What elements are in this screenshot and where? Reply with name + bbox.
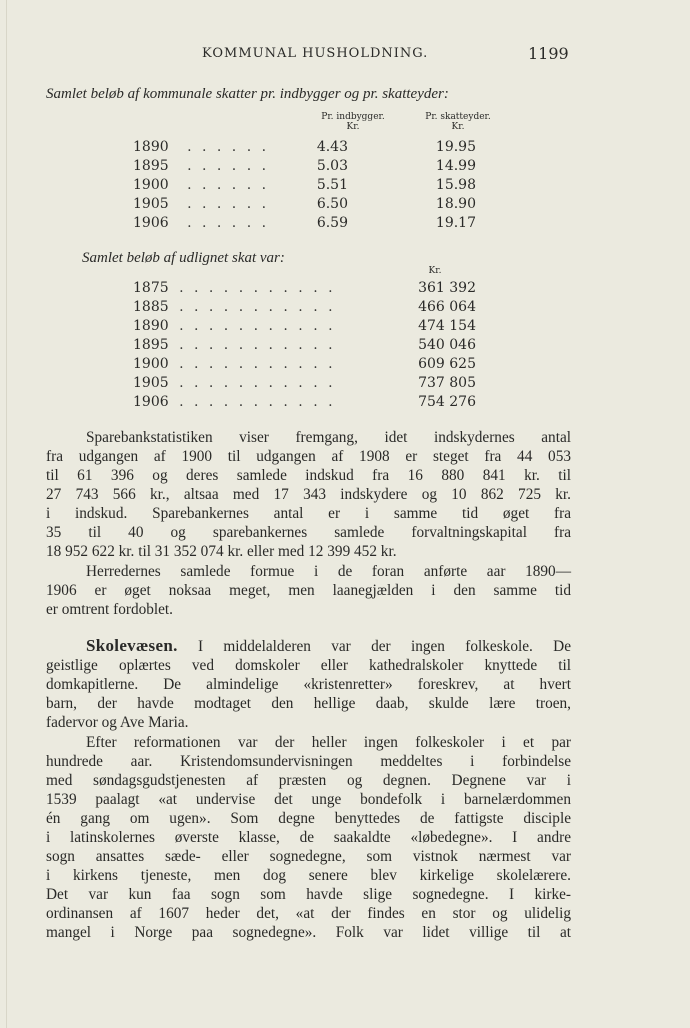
row-year: 1895 [133, 337, 169, 353]
text-line: Sparebankstatistiken viser fremgang, idet indskydernes antal [86, 429, 571, 446]
dot-leader: . . . . . . [187, 196, 270, 212]
text-line: sogn ansattes sæde- eller sognedegne, som vistnok nærmest var [46, 848, 571, 865]
row-amount: 466 064 [418, 299, 476, 315]
row-per-taxpayer: 15.98 [435, 177, 476, 193]
heading-continuation: I middelalderen var der ingen folkeskole. De [197, 638, 571, 655]
text-line: hundrede aar. Kristendomsundervisningen meddeltes i forbindelse [46, 753, 571, 770]
row-amount: 474 154 [418, 318, 476, 334]
text-line [46, 636, 571, 656]
row-year: 1885 [133, 299, 169, 315]
table1-caption: Samlet beløb af kommunale skatter pr. indbygger og pr. skatteyder: [46, 86, 449, 102]
row-year: 1905 [133, 375, 169, 391]
paragraph-districts [46, 562, 571, 619]
text-line: 18 952 622 kr. til 31 352 074 kr. eller med 12 399 452 kr. [46, 543, 397, 560]
col2-head-label: Pr. skatteyder. [425, 112, 491, 122]
row-amount: 737 805 [418, 375, 476, 391]
dot-leader: . . . . . . [187, 215, 270, 231]
text-line: én gang om ugen». Som degne benyttedes de fattigste disciple [46, 810, 571, 827]
row-year: 1900 [133, 356, 169, 372]
row-per-inhabitant: 5.03 [316, 158, 348, 174]
row-amount: 754 276 [418, 394, 476, 410]
text-line: er omtrent fordoblet. [46, 601, 174, 618]
text-line: ordinansen af 1607 heder det, «at der findes en stor og ulidelig [46, 905, 571, 922]
row-year: 1905 [133, 196, 169, 212]
row-year: 1900 [133, 177, 169, 193]
row-year: 1906 [133, 394, 169, 410]
row-year: 1890 [133, 318, 169, 334]
text-line: Efter reformationen var der heller ingen folkeskoler i et par [86, 734, 571, 751]
running-header: KOMMUNAL HUSHOLDNING. [202, 46, 429, 61]
text-line: til 61 396 og deres samlede indskud fra 16 880 841 kr. til [46, 467, 571, 484]
dot-leader: . . . . . . . . . . . [179, 318, 336, 334]
text-line: i indskud. Sparebankernes antal er i samme tid øget fra [46, 505, 571, 522]
text-line: i latinskolernes øverste klasse, de saakaldte «løbedegne». I andre [46, 829, 571, 846]
table1-col2-header [406, 112, 510, 132]
paragraph-savings-banks [46, 428, 571, 561]
table-row [133, 375, 336, 391]
table-row [133, 318, 336, 334]
paragraph-reformation [46, 733, 571, 942]
table-row [133, 196, 269, 212]
row-year: 1875 [133, 280, 169, 296]
row-per-inhabitant: 6.59 [316, 215, 348, 231]
dot-leader: . . . . . . . . . . . [179, 356, 336, 372]
text-line: domkapitlerne. De almindelige «kristenretter» foreskrev, at hvert [46, 676, 571, 693]
page-number: 1199 [528, 44, 569, 63]
dot-leader: . . . . . . [187, 177, 270, 193]
dot-leader: . . . . . . . . . . . [179, 337, 336, 353]
row-per-taxpayer: 14.99 [435, 158, 476, 174]
row-per-taxpayer: 18.90 [435, 196, 476, 212]
table-row [133, 299, 336, 315]
text-line: med søndagsgudstjenesten af præsten og degnen. Degnene var i [46, 772, 571, 789]
table2-unit-header: Kr. [428, 266, 442, 276]
col2-head-unit: Kr. [451, 122, 465, 132]
row-per-taxpayer: 19.17 [435, 215, 476, 231]
row-year: 1906 [133, 215, 169, 231]
dot-leader: . . . . . . . . . . . [179, 394, 336, 410]
paragraph-school-system [46, 636, 571, 732]
row-amount: 361 392 [418, 280, 476, 296]
col1-head-unit: Kr. [346, 122, 360, 132]
text-line: mangel i Norge paa sognedegne». Folk var lidet villige til at [46, 924, 571, 941]
table-row [133, 356, 336, 372]
row-per-inhabitant: 5.51 [316, 177, 348, 193]
row-year: 1890 [133, 139, 169, 155]
dot-leader: . . . . . . [187, 139, 270, 155]
dot-leader: . . . . . . . . . . . [179, 375, 336, 391]
text-line: barn, der havde modtaget den hellige daab, skulde lære troen, [46, 695, 571, 712]
text-line: geistlige oplærtes ved domskoler eller kathedralskoler knyttede til [46, 657, 571, 674]
text-line: 27 743 566 kr., altsaa med 17 343 indskydere og 10 862 725 kr. [46, 486, 571, 503]
text-line: fadervor og Ave Maria. [46, 714, 189, 731]
table1-col1-header [310, 112, 396, 132]
table-row [133, 280, 336, 296]
page-edge-line [6, 0, 7, 1028]
text-line: fra udgangen af 1900 til udgangen af 1908 er steget fra 44 053 [46, 448, 571, 465]
dot-leader: . . . . . . . . . . . [179, 280, 336, 296]
text-line: 35 til 40 og sparebankernes samlede forvaltningskapital fra [46, 524, 571, 541]
row-per-inhabitant: 6.50 [316, 196, 348, 212]
table-row [133, 394, 336, 410]
table2-caption: Samlet beløb af udlignet skat var: [82, 250, 285, 266]
text-line: Det var kun faa sogn som havde slige sognedegne. I kirke- [46, 886, 571, 903]
row-amount: 609 625 [418, 356, 476, 372]
table-row [133, 215, 269, 231]
row-per-inhabitant: 4.43 [316, 139, 348, 155]
table-row [133, 139, 269, 155]
text-line: i kirkens tjeneste, men dog senere blev kirkelige skolelærere. [46, 867, 571, 884]
dot-leader: . . . . . . [187, 158, 270, 174]
row-year: 1895 [133, 158, 169, 174]
section-heading: Skolevæsen. [86, 636, 178, 655]
row-amount: 540 046 [418, 337, 476, 353]
row-per-taxpayer: 19.95 [435, 139, 476, 155]
text-line: 1906 er øget noksaa meget, men laanegjælden i den samme tid [46, 582, 571, 599]
table-row [133, 337, 336, 353]
col1-head-label: Pr. indbygger. [321, 112, 385, 122]
table-row [133, 177, 269, 193]
text-line: 1539 paalagt «at undervise det unge bondefolk i barnelærdommen [46, 791, 571, 808]
dot-leader: . . . . . . . . . . . [179, 299, 336, 315]
text-line: Herredernes samlede formue i de foran anførte aar 1890— [86, 563, 571, 580]
table-row [133, 158, 269, 174]
